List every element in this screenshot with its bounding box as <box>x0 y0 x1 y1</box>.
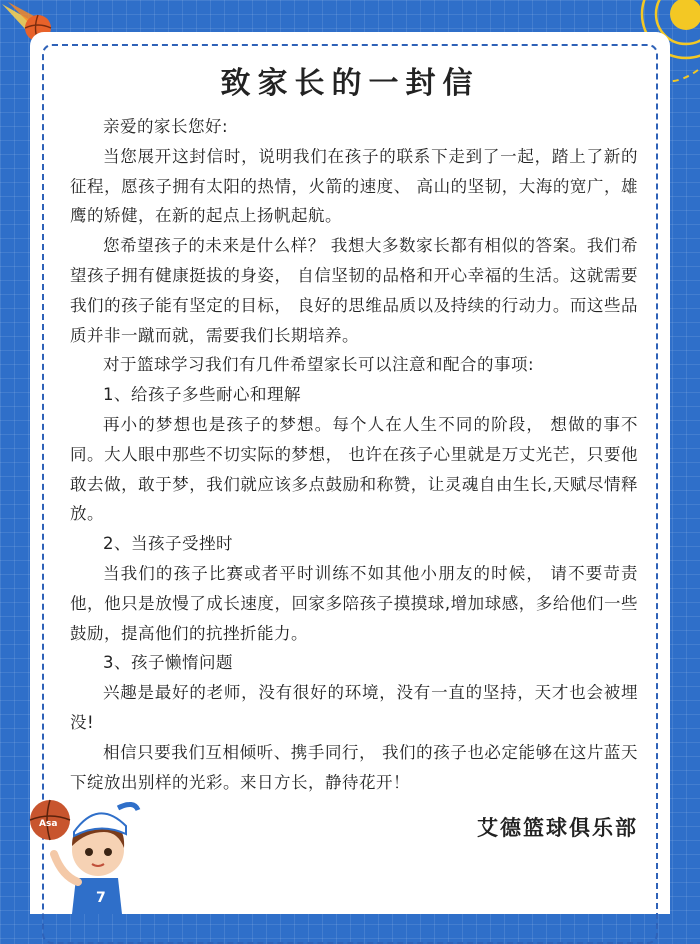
paragraph-items-intro: 对于篮球学习我们有几件希望家长可以注意和配合的事项: <box>103 355 535 375</box>
section-text-setback: 当我们的孩子比赛或者平时训练不如其他小朋友的时候， 请不要苛责他，他只是放慢了成长速度，回家多陪孩子摸摸球,增加球感，多给他们一些鼓励，提高他们的抗挫折能力。 <box>70 563 638 643</box>
section-text-patience: 再小的梦想也是孩子的梦想。每个人在人生不同的阶段， 想做的事不同。大人眼中那些不切实际的梦想， 也许在孩子心里就是万丈光芒，只要他敢去做，敢于梦，我们就应该多点鼓励和称赞，让灵魂自由生长,天赋尽情释放。 <box>70 414 638 524</box>
jersey-number: 7 <box>96 890 106 906</box>
section-text-laziness: 兴趣是最好的老师，没有很好的环境，没有一直的坚持，天才也会被埋没! <box>70 683 638 732</box>
basketball-kid-mascot <box>26 786 154 914</box>
closing-paragraph: 相信只要我们互相倾听、携手同行， 我们的孩子也必定能够在这片蓝天下绽放出别样的光彩。来日方长，静待花开！ <box>70 742 638 792</box>
signature: 艾德篮球俱乐部 <box>477 816 638 840</box>
greeting: 亲爱的家长您好: <box>103 117 229 136</box>
section-heading-setback: 2、当孩子受挫时 <box>103 534 233 554</box>
paragraph-future: 您希望孩子的未来是什么样？ 我想大多数家长都有相似的答案。我们希望孩子拥有健康挺拔的身姿， 自信坚韧的品格和开心幸福的生活。这就需要我们的孩子能有坚定的目标， 良好的思维品质以及持续的行动力。而这些品质并非一蹴而就，需要我们长期培养。 <box>70 236 638 345</box>
paragraph-intro: 当您展开这封信时，说明我们在孩子的联系下走到了一起，踏上了新的征程，愿孩子拥有太阳的热情，火箭的速度、 高山的坚韧，大海的宽广，雄鹰的矫健，在新的起点上扬帆起航。 <box>70 146 638 226</box>
section-heading-patience: 1、给孩子多些耐心和理解 <box>103 385 301 405</box>
letter-body <box>70 112 638 797</box>
section-heading-laziness: 3、孩子懒惰问题 <box>103 653 233 673</box>
page-title: 致家长的一封信 <box>220 66 480 101</box>
ball-label: Asa <box>39 819 58 829</box>
